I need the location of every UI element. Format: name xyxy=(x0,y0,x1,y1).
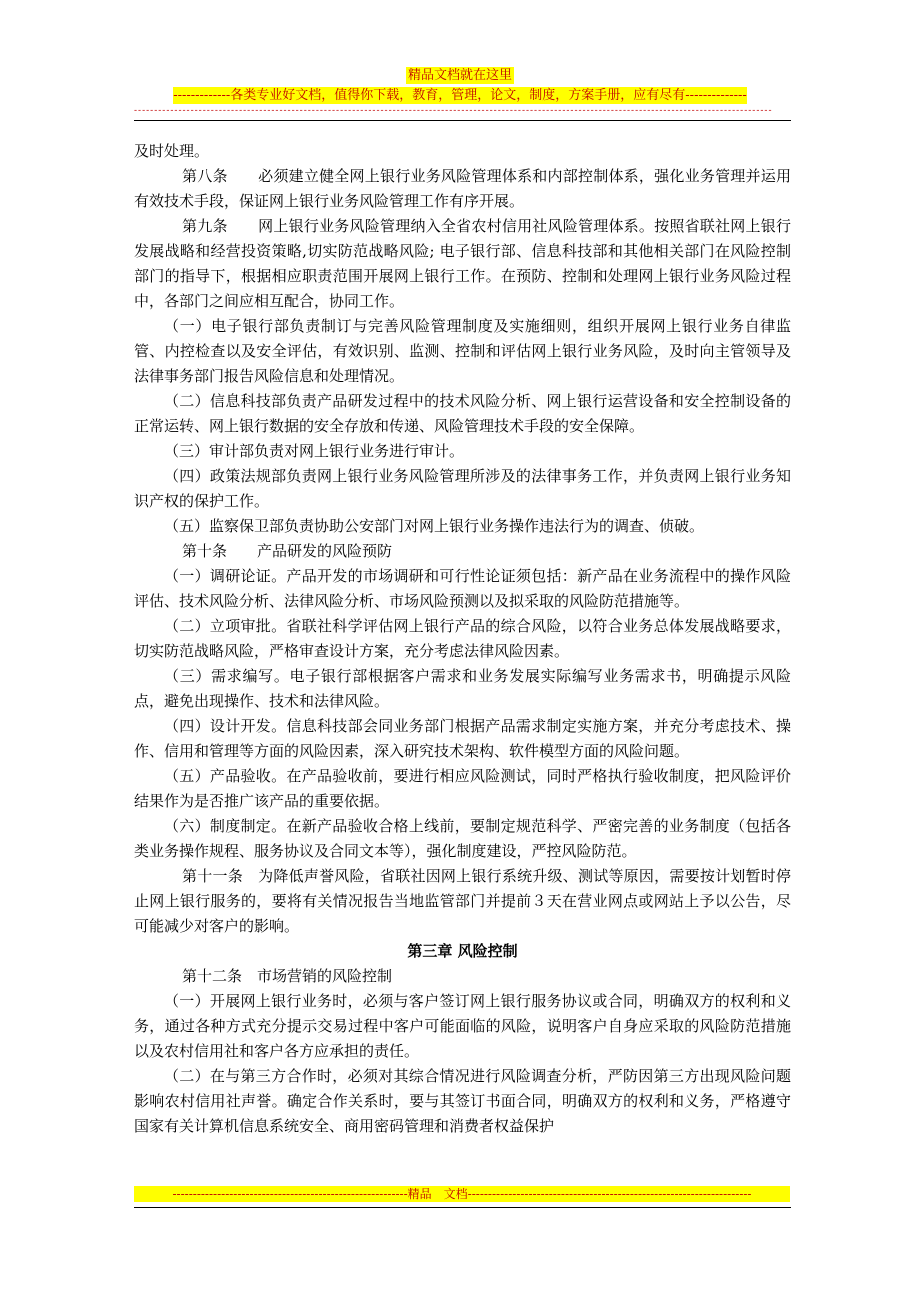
clause: （二）在与第三方合作时，必须对其综合情况进行风险调查分析，严防因第三方出现风险问题影响农村信用社声誉。确定合作关系时，要与其签订书面合同，明确双方的权利和义务，严格遵守国家有关计算机信息系统安全、商用密码管理和消费者权益保护 xyxy=(134,1067,791,1135)
header-subtitle: -------------各类专业好文档，值得你下载，教育，管理，论文，制度，方案手册，应有尽有-------------- xyxy=(173,88,747,103)
chapter-heading: 第三章 风险控制 xyxy=(407,942,518,960)
clause: （四）设计开发。信息科技部会同业务部门根据产品需求制定实施方案，并充分考虑技术、操作、信用和管理等方面的风险因素，深入研究技术架构、软件模型方面的风险问题。 xyxy=(134,717,791,760)
header-dashes: -------------------------------------------------------------------------------------------------------------------------------------------------------------- xyxy=(134,106,773,116)
clause: （五）监察保卫部负责协助公安部门对网上银行业务操作违法行为的调查、侦破。 xyxy=(164,517,705,535)
article-9: 第九条 网上银行业务风险管理纳入全省农村信用社风险管理体系。按照省联社网上银行发展战略和经营投资策略,切实防范战略风险; 电子银行部、信息科技部和其他相关部门在风险控制部门的指导下，根据相应职责范围开展网上银行工作。在预防、控制和处理网上银行业务风险过程中，各部门之间应相互配合，协同工作。 xyxy=(134,217,791,310)
clause: （一）电子银行部负责制订与完善风险管理制度及实施细则，组织开展网上银行业务自律监管、内控检查以及安全评估，有效识别、监测、控制和评估网上银行业务风险，及时向主管领导及法律事务部门报告风险信息和处理情况。 xyxy=(134,317,791,385)
article-10: 第十条 产品研发的风险预防 xyxy=(182,542,393,560)
article-11: 第十一条 为降低声誉风险，省联社因网上银行系统升级、测试等原因，需要按计划暂时停止网上银行服务的，要将有关情况报告当地监管部门并提前３天在营业网点或网站上予以公告，尽可能减少对客户的影响。 xyxy=(134,867,791,935)
footer-rule xyxy=(134,1207,791,1208)
clause: （二）信息科技部负责产品研发过程中的技术风险分析、网上银行运营设备和安全控制设备的正常运转、网上银行数据的安全存放和传递、风险管理技术手段的安全保障。 xyxy=(134,392,791,435)
clause: （三）审计部负责对网上银行业务进行审计。 xyxy=(164,442,465,460)
footer-banner: ----------------------------------------------------------精品 文档---------------------------------------------------------------------- xyxy=(134,1186,790,1202)
clause: （一）开展网上银行业务时，必须与客户签订网上银行服务协议或合同，明确双方的权利和义务，通过各种方式充分提示交易过程中客户可能面临的风险，说明客户自身应采取的风险防范措施以及农村信用社和客户各方应承担的责任。 xyxy=(134,992,791,1060)
clause: （三）需求编写。电子银行部根据客户需求和业务发展实际编写业务需求书，明确提示风险点，避免出现操作、技术和法律风险。 xyxy=(134,667,791,710)
article-12: 第十二条 市场营销的风险控制 xyxy=(182,967,393,985)
clause: （二）立项审批。省联社科学评估网上银行产品的综合风险，以符合业务总体发展战略要求，切实防范战略风险，严格审查设计方案，充分考虑法律风险因素。 xyxy=(134,617,791,660)
header-title: 精品文档就在这里 xyxy=(407,68,512,83)
clause: （六）制度制定。在新产品验收合格上线前，要制定规范科学、严密完善的业务制度（包括各类业务操作规程、服务协议及合同文本等），强化制度建设，严控风险防范。 xyxy=(134,817,791,860)
paragraph: 及时处理。 xyxy=(134,142,210,160)
clause: （四）政策法规部负责网上银行业务风险管理所涉及的法律事务工作，并负责网上银行业务知识产权的保护工作。 xyxy=(134,467,791,510)
header-title-banner xyxy=(0,64,920,83)
clause: （一）调研论证。产品开发的市场调研和可行性论证须包括：新产品在业务流程中的操作风险评估、技术风险分析、法律风险分析、市场风险预测以及拟采取的风险防范措施等。 xyxy=(134,567,791,610)
clause: （五）产品验收。在产品验收前，要进行相应风险测试，同时严格执行验收制度，把风险评价结果作为是否推广该产品的重要依据。 xyxy=(134,767,791,810)
document-body xyxy=(134,139,791,1139)
article-8: 第八条 必须建立健全网上银行业务风险管理体系和内部控制体系，强化业务管理并运用有效技术手段，保证网上银行业务风险管理工作有序开展。 xyxy=(134,167,791,210)
header-subtitle-banner xyxy=(0,84,920,103)
header-rule xyxy=(134,120,791,121)
